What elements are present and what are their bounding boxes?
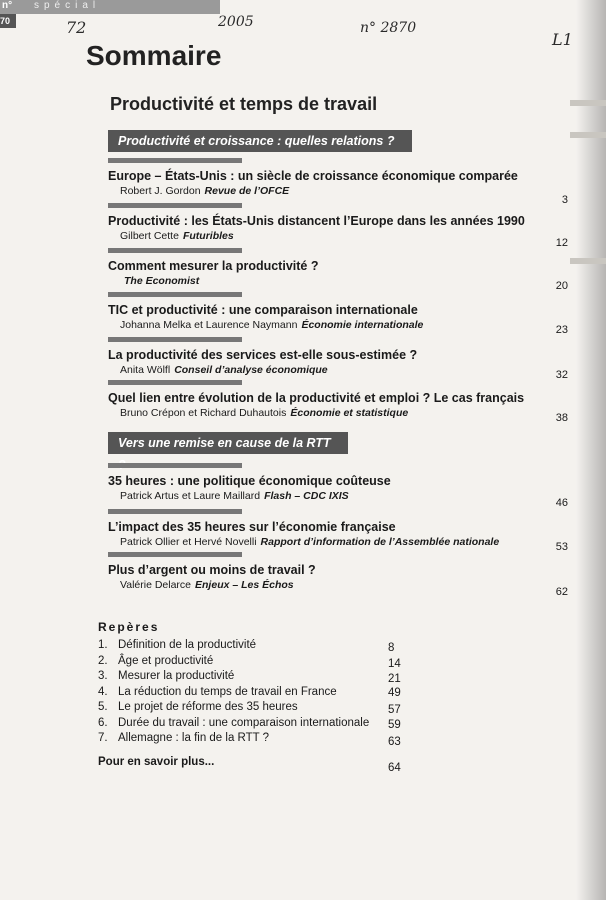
- entry-author: Patrick Artus et Laure Maillard: [120, 490, 261, 502]
- entry-author: Valérie Delarce: [120, 579, 192, 591]
- divider-bar: [108, 158, 242, 163]
- list-item: [98, 669, 408, 685]
- special-label: spécial: [34, 0, 101, 11]
- list-item: [98, 654, 408, 670]
- reperes-list: [98, 638, 408, 747]
- item-number: 6.: [98, 716, 108, 729]
- entry-source: Économie internationale: [301, 319, 424, 331]
- toc-entry: [108, 380, 568, 424]
- divider-bar: [108, 380, 242, 385]
- handwritten-ref: n° 2870: [360, 20, 417, 36]
- toc-entry: [108, 509, 568, 553]
- toc-entry: [108, 337, 568, 381]
- page-number: 14: [388, 657, 401, 670]
- page-title: Sommaire: [86, 40, 222, 71]
- page-subtitle: Productivité et temps de travail: [110, 94, 378, 114]
- item-number: 2.: [98, 654, 108, 667]
- entry-source: Enjeux – Les Échos: [195, 579, 294, 591]
- entry-title: Quel lien entre évolution de la productivité et emploi ? Le cas français: [108, 391, 525, 405]
- entry-author: Anita Wölfl: [120, 364, 171, 376]
- entry-source: Futuribles: [182, 230, 234, 242]
- toc-entry: [108, 158, 568, 206]
- entry-title: 35 heures : une politique économique coûteuse: [108, 474, 391, 488]
- bleed-mark: [570, 100, 606, 106]
- list-item: [98, 638, 408, 654]
- page-number: 46: [555, 497, 568, 509]
- divider-bar: [108, 337, 242, 342]
- bleed-mark: [570, 132, 606, 138]
- page-number: 21: [388, 673, 401, 685]
- page-number: 3: [561, 194, 568, 206]
- page-number: 49: [388, 686, 401, 699]
- toc-entry: [108, 292, 568, 336]
- toc-entry: [108, 463, 568, 509]
- entry-title: La productivité des services est-elle sous-estimée ?: [108, 348, 418, 362]
- entry-title: Plus d’argent ou moins de travail ?: [108, 563, 316, 577]
- handwritten-year: 2005: [218, 14, 254, 30]
- page-number: 23: [555, 324, 568, 336]
- entry-source: Conseil d’analyse économique: [174, 364, 328, 376]
- item-label: Allemagne : la fin de la RTT ?: [118, 732, 270, 744]
- handwritten-mark: L1: [552, 30, 573, 49]
- divider-bar: [108, 248, 242, 253]
- entry-title: Productivité : les États-Unis distancent l’Europe dans les années 1990: [108, 214, 525, 228]
- page-number: 57: [388, 704, 401, 716]
- item-number: 4.: [98, 685, 108, 698]
- entry-source: Économie et statistique: [290, 407, 409, 419]
- section-heading: Productivité et croissance : quelles relations ?: [108, 130, 412, 152]
- entry-source: Revue de l’OFCE: [204, 185, 290, 197]
- divider-bar: [108, 203, 242, 208]
- toc-entry: [108, 203, 568, 249]
- page-number: 53: [555, 541, 568, 553]
- entry-author: Bruno Crépon et Richard Duhautois: [120, 407, 287, 419]
- divider-bar: [108, 509, 242, 514]
- issue-number-label: n°: [2, 0, 13, 11]
- entry-author: Johanna Melka et Laurence Naymann: [120, 319, 298, 331]
- entry-author: Patrick Ollier et Hervé Novelli: [120, 536, 257, 548]
- item-number: 3.: [98, 670, 108, 682]
- toc-entry: [108, 248, 568, 292]
- page-number: 8: [388, 642, 395, 654]
- item-label: Définition de la productivité: [118, 639, 257, 651]
- list-item: [98, 731, 408, 747]
- top-banner: [0, 0, 220, 14]
- item-number: 1.: [98, 639, 108, 651]
- page-number: 32: [555, 369, 568, 381]
- list-item: [98, 685, 408, 701]
- divider-bar: [108, 552, 242, 557]
- entry-title: Comment mesurer la productivité ?: [108, 259, 319, 273]
- page-number: 64: [388, 762, 401, 774]
- page-number: 12: [555, 237, 568, 249]
- page-number: 63: [388, 736, 401, 748]
- section-heading: Vers une remise en cause de la RTT: [108, 432, 348, 454]
- side-mark: 70: [0, 14, 16, 28]
- toc-entry: [108, 552, 568, 598]
- bleed-mark: [570, 258, 606, 264]
- entry-source: Rapport d’information de l’Assemblée nationale: [260, 536, 500, 548]
- entry-title: TIC et productivité : une comparaison internationale: [108, 303, 418, 317]
- item-label: Durée du travail : une comparaison internationale: [118, 716, 370, 729]
- list-item: [98, 716, 408, 732]
- handwritten-note: 72: [66, 18, 87, 37]
- reperes-heading: Repères: [98, 620, 160, 634]
- item-label: La réduction du temps de travail en France: [118, 685, 337, 698]
- entry-title: L’impact des 35 heures sur l’économie française: [108, 520, 396, 534]
- page-number: 20: [555, 280, 568, 292]
- item-label: Le projet de réforme des 35 heures: [118, 701, 298, 713]
- entry-source: Flash – CDC IXIS: [264, 490, 349, 502]
- divider-bar: [108, 463, 242, 468]
- page-number: 59: [388, 718, 401, 731]
- item-number: 5.: [98, 701, 108, 713]
- further-reading-label: Pour en savoir plus...: [98, 756, 215, 768]
- page-number: 38: [555, 412, 568, 424]
- entry-source: The Economist: [124, 275, 200, 287]
- entry-author: Gilbert Cette: [120, 230, 179, 242]
- item-label: Mesurer la productivité: [118, 670, 235, 682]
- divider-bar: [108, 292, 242, 297]
- entry-author: Robert J. Gordon: [120, 185, 201, 197]
- list-item: [98, 700, 408, 716]
- entry-title: Europe – États-Unis : un siècle de croissance économique comparée: [108, 169, 518, 183]
- item-label: Âge et productivité: [118, 654, 214, 667]
- page-number: 62: [555, 586, 568, 598]
- item-number: 7.: [98, 732, 108, 744]
